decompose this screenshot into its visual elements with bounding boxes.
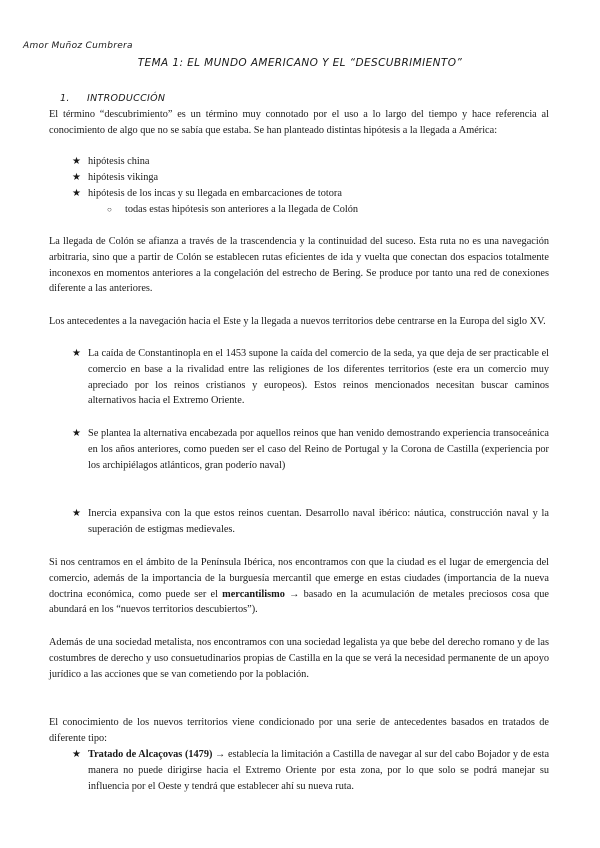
star-bullet-icon: ★ bbox=[72, 156, 81, 167]
list-item: hipótesis vikinga bbox=[88, 172, 159, 183]
paragraph-iberian bbox=[49, 555, 549, 618]
star-bullet-icon: ★ bbox=[72, 188, 81, 199]
star-bullet-icon: ★ bbox=[72, 428, 81, 439]
list-item: Se plantea la alternativa encabezada por aquellos reinos que han venido demostrando experiencia transoceánica en los años anteriores, como pueden ser el caso del Reino de Portugal y la Corona de Castilla (experiencia por los archipiélagos atlánticos, gran poderío naval) bbox=[88, 428, 549, 471]
list-item: Inercia expansiva con la que estos reinos cuentan. Desarrollo naval ibérico: náutica, construcción naval y la superación de estigmas medievales. bbox=[88, 508, 549, 535]
star-bullet-icon: ★ bbox=[72, 749, 81, 760]
list-subitem: todas estas hipótesis son anteriores a la llegada de Colón bbox=[125, 204, 359, 215]
list-item: hipótesis china bbox=[88, 156, 150, 167]
text-run: → basado en la acumulación de metales preciosos cosa que abundará en los “nuevos territorios descubiertos”). bbox=[49, 588, 549, 616]
author-name: Amor Muñoz Cumbrera bbox=[23, 41, 133, 51]
paragraph-antecedents: Los antecedentes a la navegación hacia el Este y la llegada a nuevos territorios debe centrarse en la Europa del siglo XV. bbox=[49, 316, 546, 327]
star-bullet-icon: ★ bbox=[72, 172, 81, 183]
list-item: La caída de Constantinopla en el 1453 supone la caída del comercio de la seda, ya que deja de ser practicable el comercio en base a la rivalidad entre las religiones de los diferentes territorios (este era un comercio muy apreciado por los reinos cristianos y europeos). Estos reinos mencionados necesitan buscar caminos alternativos hacia el Extremo Oriente. bbox=[88, 348, 549, 407]
section-title: INTRODUCCIÓN bbox=[87, 93, 166, 104]
section-number: 1. bbox=[60, 93, 70, 104]
text-run: Si nos centramos en el ámbito de la Península Ibérica, nos encontramos con que la ciudad es el lugar de emergencia del comercio, además de la importancia de la burguesía mercantil que emerge en estas ciudades (importancia de la nueva doctrina económica, como puede ser el bbox=[49, 557, 549, 600]
list-item bbox=[88, 747, 549, 794]
section-heading bbox=[60, 93, 165, 104]
paragraph-treaties: El conocimiento de los nuevos territorios viene condicionado por una serie de antecedentes basados en tratados de diferente tipo: bbox=[49, 717, 549, 744]
paragraph-intro: El término “descubrimiento” es un término muy connotado por el uso a lo largo del tiempo y hace referencia al conocimiento de algo que no se sabía que estaba. Se han planteado distintas hipótesis a la llegada a América: bbox=[49, 109, 549, 136]
bold-term: mercantilismo bbox=[222, 588, 285, 600]
bold-term: Tratado de Alcaçovas (1479) bbox=[88, 749, 213, 760]
circle-bullet-icon: ○ bbox=[107, 205, 112, 214]
paragraph-colon: La llegada de Colón se afianza a través de la trascendencia y la continuidad del suceso. Esta ruta no es una navegación arbitraria, sino que a partir de Colón se establecen rutas eficientes de ida y vuelta que conectan dos espacios totalmente inconexos en momentos anteriores a la congelación del estrecho de Bering. Se produce por tanto una red de conexiones diferente a las anteriores. bbox=[49, 236, 549, 295]
page-title: TEMA 1: EL MUNDO AMERICANO Y EL “DESCUBRIMIENTO” bbox=[137, 57, 463, 69]
paragraph-legalist: Además de una sociedad metalista, nos encontramos con una sociedad legalista ya que bebe del derecho romano y de las costumbres de derecho y uso consuetudinarios propias de Castilla en la que se verá la necesidad permanente de un apoyo jurídico a las acciones que se van cometiendo por la población. bbox=[49, 637, 549, 680]
star-bullet-icon: ★ bbox=[72, 508, 81, 519]
text-run: → establecía la limitación a Castilla de navegar al sur del cabo Bojador y de esta manera no puede dirigirse hacia el Extremo Oriente por esta zona, por lo que solo se podrá manejar su influencia por el Oeste y tendrá que establecer ahí su nueva ruta. bbox=[88, 749, 550, 792]
list-item: hipótesis de los incas y su llegada en embarcaciones de totora bbox=[88, 188, 342, 199]
star-bullet-icon: ★ bbox=[72, 348, 81, 359]
